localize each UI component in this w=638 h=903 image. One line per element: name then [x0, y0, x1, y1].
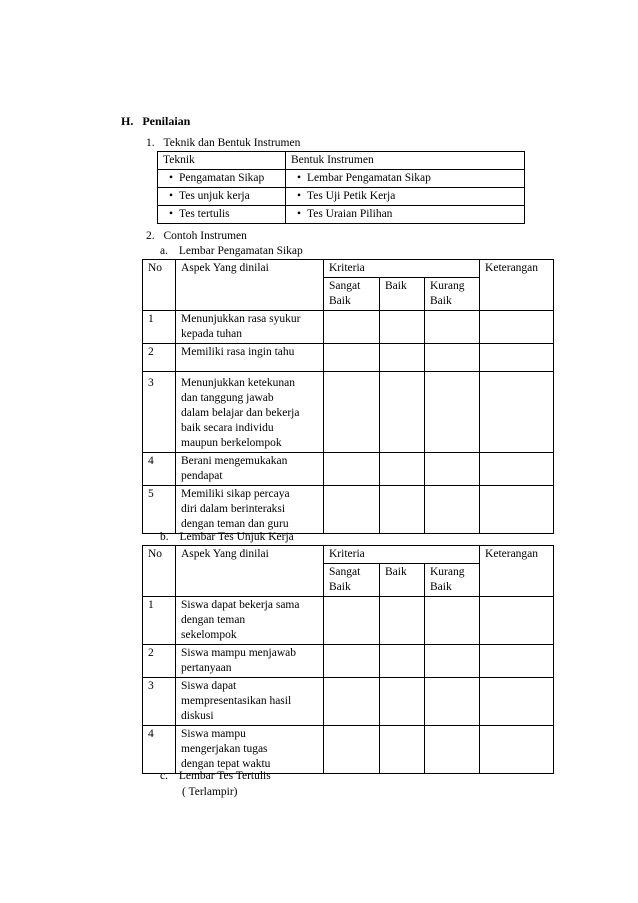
header-teknik: Teknik	[158, 152, 286, 170]
sub-b-heading	[160, 531, 294, 543]
sub-c-letter: c.	[160, 770, 168, 782]
cell-keterangan	[480, 344, 554, 372]
cell-kurang-baik	[425, 726, 480, 774]
bentuk-cell: Lembar Pengamatan Sikap	[307, 172, 431, 184]
header-keterangan: Keterangan	[480, 546, 554, 597]
teknik-cell: Pengamatan Sikap	[179, 172, 265, 184]
table-row	[143, 344, 554, 372]
cell-keterangan	[480, 372, 554, 453]
table-row	[143, 311, 554, 344]
row-no: 4	[143, 726, 176, 774]
cell-keterangan	[480, 726, 554, 774]
header-kriteria: Kriteria	[324, 260, 480, 278]
cell-sangat-baik	[324, 486, 380, 534]
table-row	[158, 206, 525, 224]
item1-title: Teknik dan Bentuk Instrumen	[163, 137, 301, 149]
row-no: 3	[143, 678, 176, 726]
cell-sangat-baik	[324, 372, 380, 453]
sub-b-title: Lembar Tes Unjuk Kerja	[179, 531, 294, 543]
bentuk-cell: Tes Uraian Pilihan	[307, 208, 393, 220]
bullet-icon: •	[296, 190, 302, 202]
row-aspek: Siswa dapat mempresentasikan hasil diskusi	[176, 678, 324, 726]
cell-sangat-baik	[324, 311, 380, 344]
cell-baik	[380, 678, 425, 726]
row-aspek: Menunjukkan ketekunan dan tanggung jawab dalam belajar dan bekerja baik secara individu maupun berkelompok	[176, 372, 324, 453]
teknik-cell: Tes unjuk kerja	[179, 190, 250, 202]
cell-baik	[380, 597, 425, 645]
row-no: 3	[143, 372, 176, 453]
cell-sangat-baik	[324, 597, 380, 645]
cell-sangat-baik	[324, 453, 380, 486]
header-aspek: Aspek Yang dinilai	[176, 546, 324, 597]
pengamatan-sikap-table	[142, 259, 554, 534]
cell-baik	[380, 486, 425, 534]
table-row	[158, 170, 525, 188]
row-no: 2	[143, 645, 176, 678]
cell-baik	[380, 344, 425, 372]
cell-kurang-baik	[425, 453, 480, 486]
header-kriteria: Kriteria	[324, 546, 480, 564]
sub-c-title: Lembar Tes Tertulis	[178, 770, 271, 782]
header-kurang-baik: Kurang Baik	[425, 278, 480, 311]
bullet-icon: •	[296, 208, 302, 220]
teknik-cell: Tes tertulis	[179, 208, 230, 220]
cell-baik	[380, 726, 425, 774]
cell-kurang-baik	[425, 311, 480, 344]
header-kurang-baik: Kurang Baik	[425, 564, 480, 597]
header-baik: Baik	[380, 564, 425, 597]
header-baik: Baik	[380, 278, 425, 311]
sub-c-note: ( Terlampir)	[182, 786, 238, 798]
cell-kurang-baik	[425, 645, 480, 678]
section-letter: H.	[121, 114, 134, 128]
cell-sangat-baik	[324, 645, 380, 678]
bullet-icon: •	[168, 172, 174, 184]
sub-c-heading	[160, 770, 271, 782]
header-sangat-baik: Sangat Baik	[324, 564, 380, 597]
header-no: No	[143, 260, 176, 311]
sub-b-letter: b.	[160, 531, 169, 543]
cell-keterangan	[480, 453, 554, 486]
table-header-row	[158, 152, 525, 170]
cell-kurang-baik	[425, 597, 480, 645]
item1-heading	[146, 137, 300, 149]
cell-baik	[380, 372, 425, 453]
sub-a-heading	[160, 245, 303, 257]
header-bentuk-instrumen: Bentuk Instrumen	[286, 152, 525, 170]
cell-kurang-baik	[425, 344, 480, 372]
sub-a-title: Lembar Pengamatan Sikap	[178, 245, 303, 257]
section-heading	[121, 114, 190, 129]
cell-sangat-baik	[324, 726, 380, 774]
row-aspek: Memiliki sikap percaya diri dalam berinteraksi dengan teman dan guru	[176, 486, 324, 534]
table-header-row	[143, 546, 554, 564]
item1-number: 1.	[146, 137, 155, 149]
row-no: 4	[143, 453, 176, 486]
row-aspek: Siswa mampu menjawab pertanyaan	[176, 645, 324, 678]
bullet-icon: •	[168, 190, 174, 202]
header-no: No	[143, 546, 176, 597]
table-row	[143, 372, 554, 453]
table-row	[143, 597, 554, 645]
cell-keterangan	[480, 486, 554, 534]
bentuk-cell: Tes Uji Petik Kerja	[307, 190, 396, 202]
section-title: Penilaian	[142, 114, 191, 128]
cell-kurang-baik	[425, 678, 480, 726]
table-row	[143, 453, 554, 486]
item2-number: 2.	[146, 230, 155, 242]
tes-unjuk-kerja-table	[142, 545, 554, 774]
table-row	[143, 645, 554, 678]
table-row	[143, 678, 554, 726]
row-no: 1	[143, 311, 176, 344]
bullet-icon: •	[168, 208, 174, 220]
cell-keterangan	[480, 597, 554, 645]
table-row	[143, 726, 554, 774]
item2-title: Contoh Instrumen	[163, 230, 247, 242]
cell-baik	[380, 453, 425, 486]
row-aspek: Menunjukkan rasa syukur kepada tuhan	[176, 311, 324, 344]
cell-kurang-baik	[425, 372, 480, 453]
cell-baik	[380, 311, 425, 344]
header-sangat-baik: Sangat Baik	[324, 278, 380, 311]
cell-keterangan	[480, 311, 554, 344]
table-row	[158, 188, 525, 206]
cell-kurang-baik	[425, 486, 480, 534]
cell-keterangan	[480, 645, 554, 678]
row-no: 2	[143, 344, 176, 372]
sub-a-letter: a.	[160, 245, 168, 257]
cell-keterangan	[480, 678, 554, 726]
cell-sangat-baik	[324, 678, 380, 726]
table-header-row	[143, 260, 554, 278]
row-aspek: Siswa mampu mengerjakan tugas dengan tepat waktu	[176, 726, 324, 774]
row-aspek: Siswa dapat bekerja sama dengan teman sekelompok	[176, 597, 324, 645]
teknik-table	[157, 151, 525, 224]
table-row	[143, 486, 554, 534]
row-aspek: Memiliki rasa ingin tahu	[176, 344, 324, 372]
row-no: 1	[143, 597, 176, 645]
cell-baik	[380, 645, 425, 678]
bullet-icon: •	[296, 172, 302, 184]
cell-sangat-baik	[324, 344, 380, 372]
item2-heading	[146, 230, 247, 242]
header-aspek: Aspek Yang dinilai	[176, 260, 324, 311]
row-no: 5	[143, 486, 176, 534]
header-keterangan: Keterangan	[480, 260, 554, 311]
row-aspek: Berani mengemukakan pendapat	[176, 453, 324, 486]
